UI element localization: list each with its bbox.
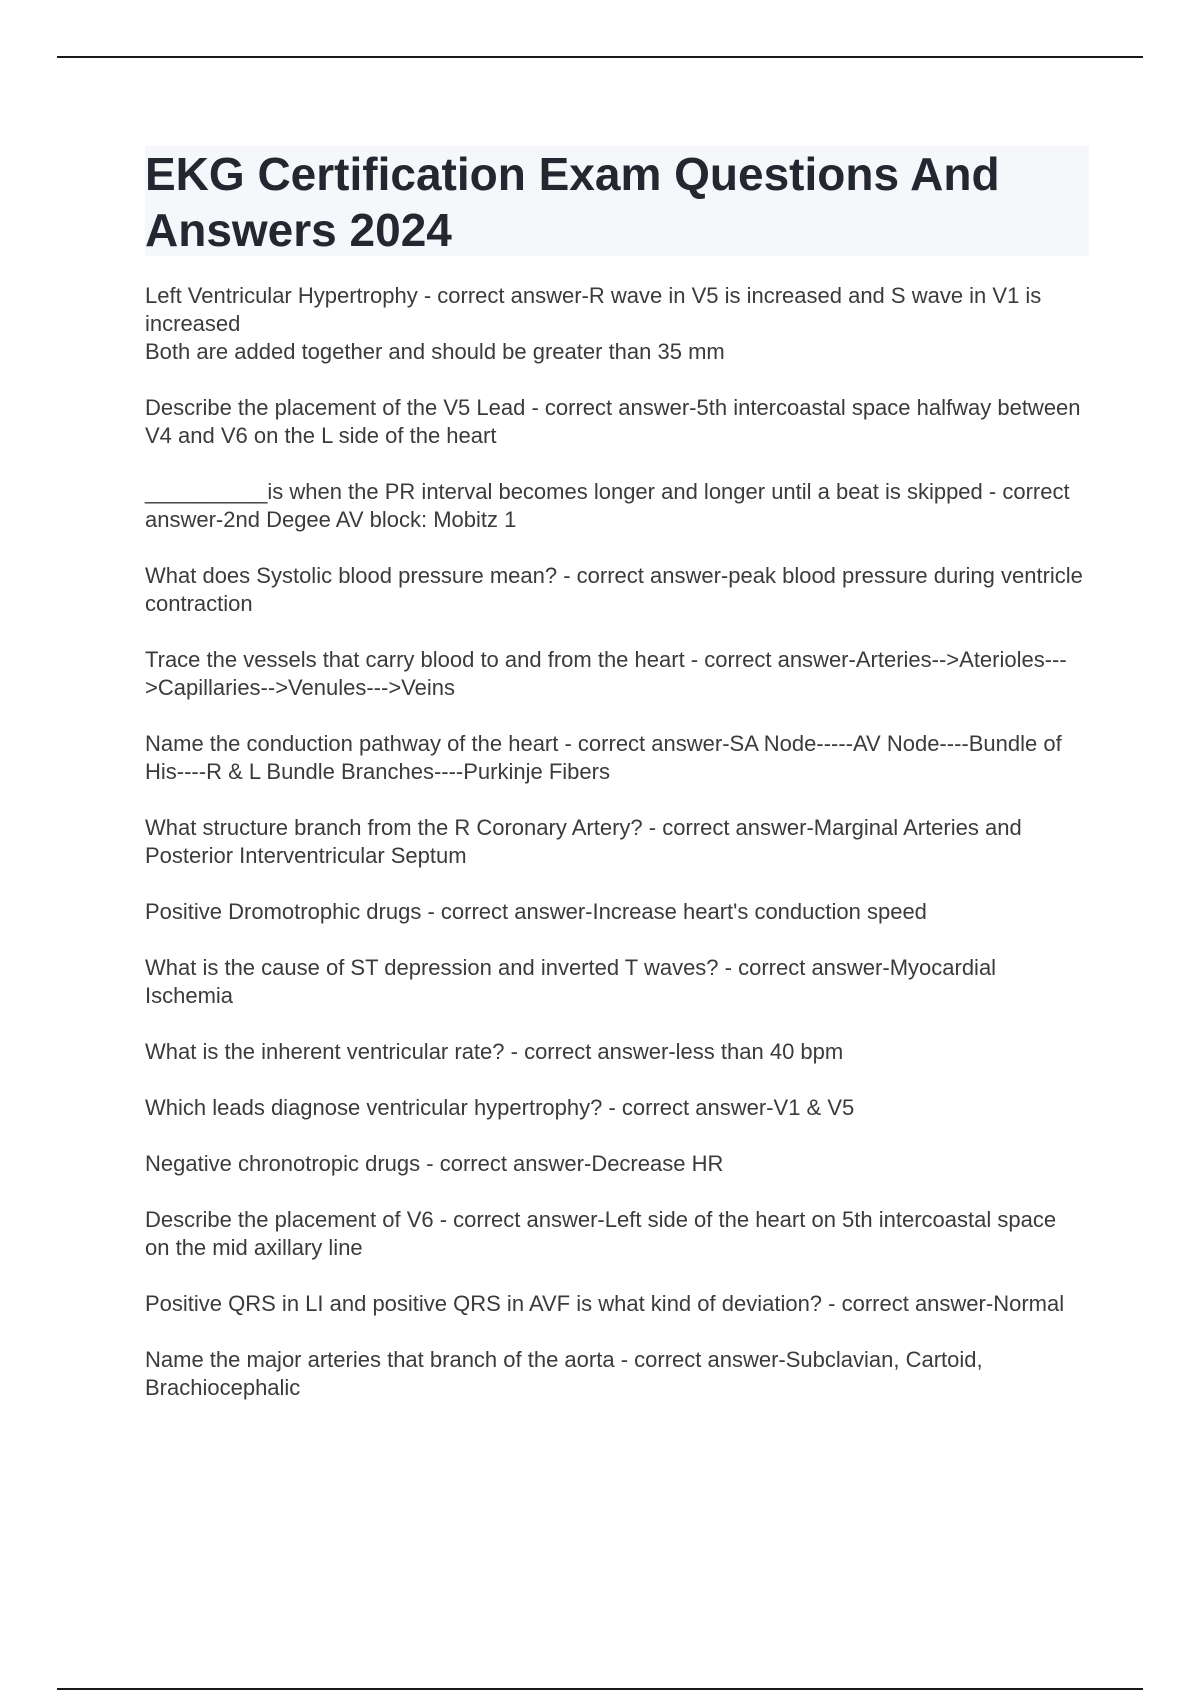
qa-text <box>145 562 1085 618</box>
qa-item <box>145 1206 1085 1262</box>
answer-text: SA Node-----AV Node----Bundle of His----R & L Bundle Branches----Purkinje Fibers <box>145 731 1062 784</box>
question-text: Positive QRS in LI and positive QRS in AVF is what kind of deviation? <box>145 1291 823 1316</box>
answer-text: Myocardial Ischemia <box>145 955 997 1008</box>
question-text: Negative chronotropic drugs <box>145 1151 421 1176</box>
bottom-rule <box>57 1688 1143 1690</box>
qa-item <box>145 954 1085 1010</box>
answer-separator: - correct answer- <box>145 479 1070 532</box>
question-text: Positive Dromotrophic drugs <box>145 899 422 924</box>
answer-text: Marginal Arteries and Posterior Interventricular Septum <box>145 815 1022 868</box>
qa-text <box>145 1206 1085 1262</box>
answer-text: Left side of the heart on 5th intercoastal space on the mid axillary line <box>145 1207 1057 1260</box>
answer-separator: - correct answer- <box>421 899 593 924</box>
qa-item <box>145 1290 1085 1318</box>
answer-separator: - correct answer- <box>433 1207 605 1232</box>
answer-extra-text: Both are added together and should be greater than 35 mm <box>145 339 725 364</box>
qa-text <box>145 898 1085 926</box>
qa-item <box>145 730 1085 786</box>
qa-item <box>145 562 1085 618</box>
answer-separator: - correct answer- <box>504 1039 676 1064</box>
answer-text: Arteries-->Aterioles--->Capillaries-->Venules--->Veins <box>145 647 1067 700</box>
question-text: What does Systolic blood pressure mean? <box>145 563 558 588</box>
qa-text <box>145 1290 1085 1318</box>
question-text: Trace the vessels that carry blood to and from the heart <box>145 647 685 672</box>
qa-item <box>145 1346 1085 1402</box>
answer-separator: - correct answer- <box>822 1291 994 1316</box>
qa-text <box>145 730 1085 786</box>
qa-text <box>145 1150 1085 1178</box>
answer-separator: - correct answer- <box>718 955 890 980</box>
qa-item <box>145 1150 1085 1178</box>
answer-text: Increase heart's conduction speed <box>592 899 927 924</box>
qa-text <box>145 1094 1085 1122</box>
question-text: What is the inherent ventricular rate? <box>145 1039 505 1064</box>
question-text: Describe the placement of the V5 Lead <box>145 395 526 420</box>
qa-item <box>145 282 1085 366</box>
qa-text <box>145 646 1085 702</box>
answer-text: 2nd Degee AV block: Mobitz 1 <box>223 507 517 532</box>
top-rule <box>57 56 1143 58</box>
answer-text: R wave in V5 is increased and S wave in V1 is increased <box>145 283 1042 336</box>
qa-text <box>145 478 1085 534</box>
answer-separator: - correct answer- <box>602 1095 774 1120</box>
qa-text <box>145 954 1085 1010</box>
qa-item <box>145 898 1085 926</box>
qa-item <box>145 1094 1085 1122</box>
answer-text: less than 40 bpm <box>675 1039 844 1064</box>
question-text: Describe the placement of V6 <box>145 1207 434 1232</box>
qa-item <box>145 478 1085 534</box>
question-text: What structure branch from the R Coronary Artery? <box>145 815 643 840</box>
answer-text: Subclavian, Cartoid, Brachiocephalic <box>145 1347 983 1400</box>
page-title: EKG Certification Exam Questions And Answers 2024 <box>145 148 1000 256</box>
qa-item <box>145 1038 1085 1066</box>
qa-text <box>145 282 1085 338</box>
question-text: __________is when the PR interval becomes longer and longer until a beat is skipped <box>145 479 983 504</box>
question-text: Name the major arteries that branch of the aorta <box>145 1347 615 1372</box>
qa-text <box>145 1038 1085 1066</box>
question-text: Which leads diagnose ventricular hypertrophy? <box>145 1095 603 1120</box>
answer-separator: - correct answer- <box>558 731 730 756</box>
answer-separator: - correct answer- <box>525 395 697 420</box>
answer-separator: - correct answer- <box>417 283 589 308</box>
qa-text <box>145 394 1085 450</box>
answer-separator: - correct answer- <box>557 563 729 588</box>
question-text: Name the conduction pathway of the heart <box>145 731 559 756</box>
question-text: What is the cause of ST depression and inverted T waves? <box>145 955 719 980</box>
answer-separator: - correct answer- <box>684 647 856 672</box>
answer-separator: - correct answer- <box>614 1347 786 1372</box>
qa-list <box>145 282 1085 1430</box>
qa-item <box>145 394 1085 450</box>
answer-text: Normal <box>993 1291 1065 1316</box>
answer-text: Decrease HR <box>591 1151 724 1176</box>
qa-text <box>145 1346 1085 1402</box>
qa-item <box>145 814 1085 870</box>
answer-separator: - correct answer- <box>642 815 814 840</box>
qa-item <box>145 646 1085 702</box>
answer-text: 5th intercoastal space halfway between V4 and V6 on the L side of the heart <box>145 395 1081 448</box>
answer-separator: - correct answer- <box>420 1151 592 1176</box>
answer-text: peak blood pressure during ventricle contraction <box>145 563 1083 616</box>
qa-text <box>145 814 1085 870</box>
question-text: Left Ventricular Hypertrophy <box>145 283 418 308</box>
answer-text: V1 & V5 <box>773 1095 855 1120</box>
